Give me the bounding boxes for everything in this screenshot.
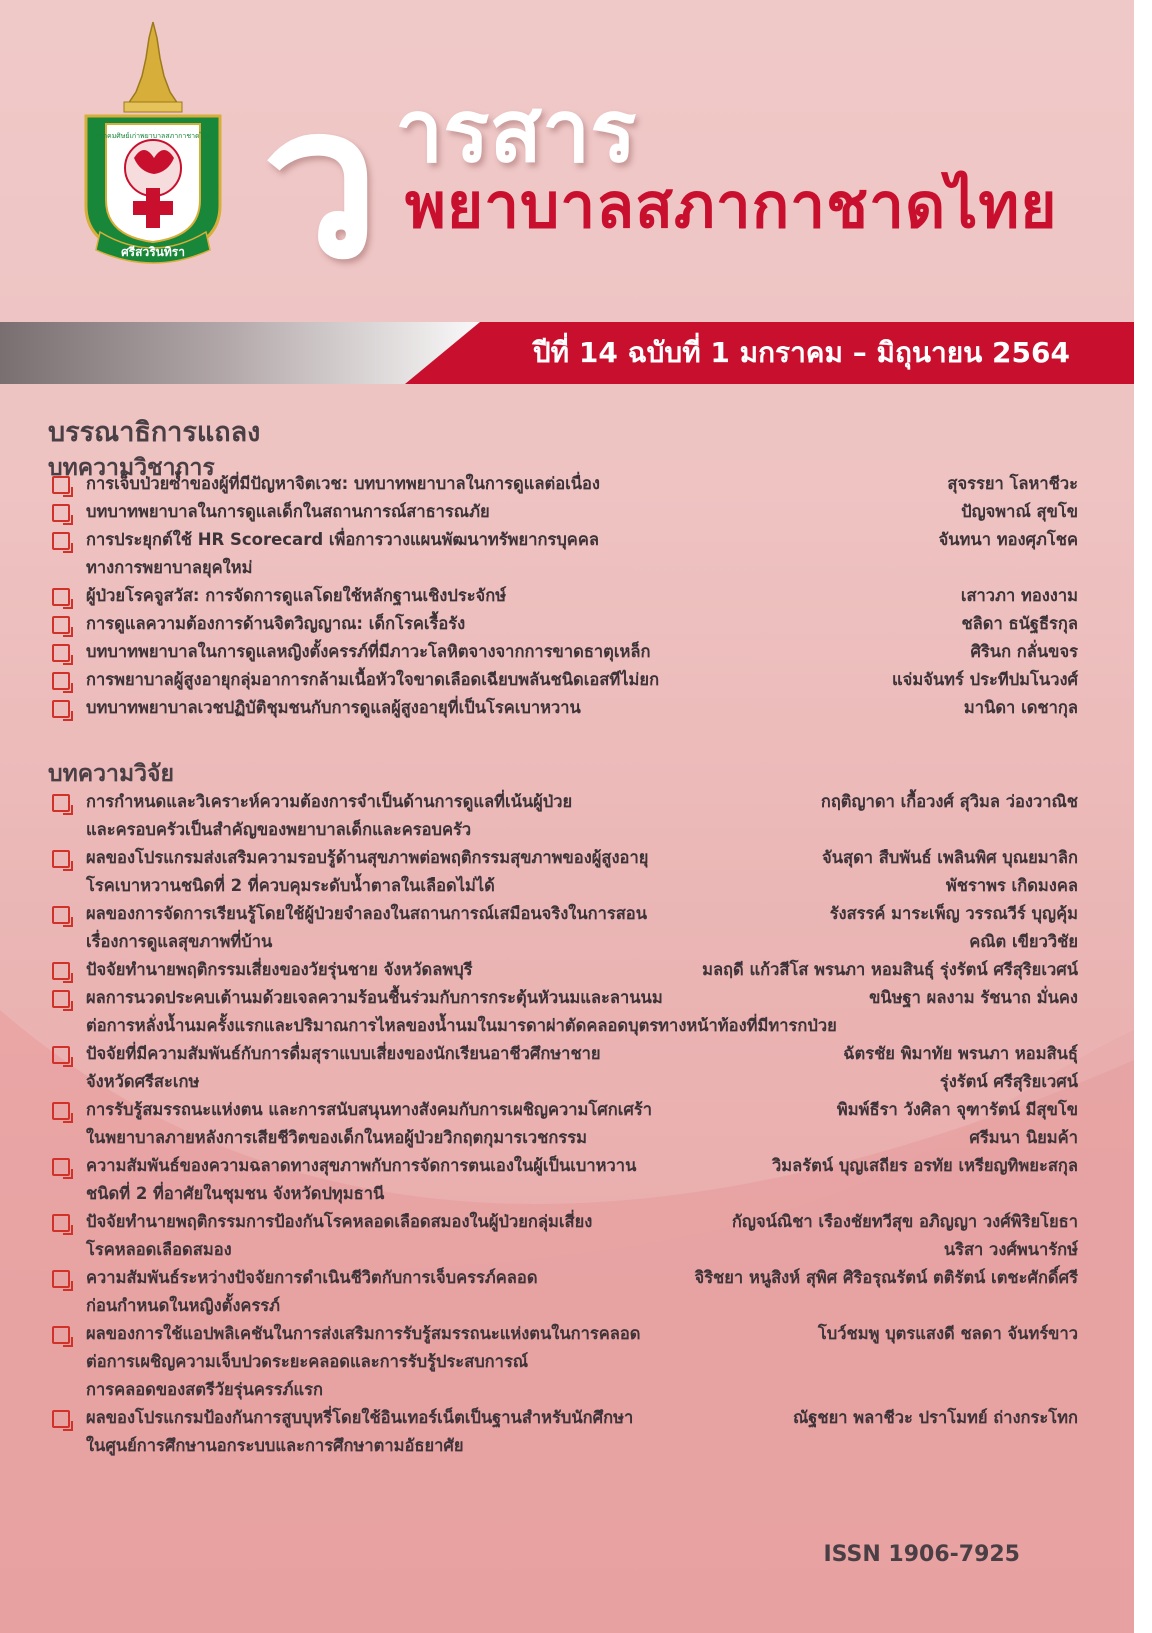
article-authors: รังสรรค์ มาระเพ็ญ วรรณวีร์ บุญคุ้ม <box>829 904 1078 923</box>
checkbox-bullet-icon <box>52 1270 70 1288</box>
article-authors: จันทนา ทองศุภโชค <box>938 530 1078 549</box>
article-authors: พิมพ์ธีรา วังศิลา จุฑารัตน์ มีสุขโข <box>836 1100 1078 1119</box>
red-cross-emblem-logo <box>78 18 228 268</box>
title-big-letter: ว <box>262 60 380 305</box>
article-title-line3: การคลอดของสตรีวัยรุ่นครรภ์แรก <box>86 1380 323 1399</box>
checkbox-bullet-icon <box>52 700 70 718</box>
checkbox-bullet-icon <box>52 532 70 550</box>
article-authors: ชลิดา ธนัฐธีรกุล <box>961 614 1078 633</box>
article-title-line2: และครอบครัวเป็นสำคัญของพยาบาลเด็กและครอบครัว <box>86 820 472 839</box>
article-title: ปัจจัยทำนายพฤติกรรมเสี่ยงของวัยรุ่นชาย จังหวัดลพบุรี <box>86 960 473 979</box>
article-title: ผลการนวดประคบเต้านมด้วยเจลความร้อนชื้นร่วมกับการกระตุ้นหัวนมและลานนม <box>86 988 663 1007</box>
article-title: ผลของโปรแกรมป้องกันการสูบบุหรี่โดยใช้อินเทอร์เน็ตเป็นฐานสำหรับนักศึกษา <box>86 1408 634 1427</box>
article-title: ปัจจัยทำนายพฤติกรรมการป้องกันโรคหลอดเลือดสมองในผู้ป่วยกลุ่มเสี่ยง <box>86 1212 593 1231</box>
article-title-line2: โรคหลอดเลือดสมอง <box>86 1240 232 1259</box>
article-authors-line2: คณิต เขียววิชัย <box>969 932 1078 951</box>
article-authors: กัญจน์ณิชา เรืองชัยทวีสุข อภิญญา วงศ์พิริยโยธา <box>731 1212 1078 1231</box>
article-authors: วิมลรัตน์ บุญเสถียร อรทัย เหรียญทิพยะสกุล <box>772 1156 1078 1175</box>
checkbox-bullet-icon <box>52 672 70 690</box>
checkbox-bullet-icon <box>52 850 70 868</box>
article-authors: สุจรรยา โลหาชีวะ <box>947 474 1078 493</box>
article-title: บทบาทพยาบาลเวชปฏิบัติชุมชนกับการดูแลผู้สูงอายุที่เป็นโรคเบาหวาน <box>86 698 581 717</box>
article-title-line2: ในพยาบาลภายหลังการเสียชีวิตของเด็กในหอผู้ป่วยวิกฤตกุมารเวชกรรม <box>86 1128 587 1147</box>
article-title-line2: ต่อการหลั่งน้ำนมครั้งแรกและปริมาณการไหลของน้ำนมในมารดาผ่าตัดคลอดบุตรทางหน้าท้องที่มีทารกป่วย <box>86 1016 837 1035</box>
journal-name: พยาบาลสภากาชาดไทย <box>405 169 1058 242</box>
checkbox-bullet-icon <box>52 990 70 1008</box>
checkbox-bullet-icon <box>52 794 70 812</box>
issue-info: ปีที่ 14 ฉบับที่ 1 มกราคม – มิถุนายน 2564 <box>532 336 1070 369</box>
article-title: ผลของโปรแกรมส่งเสริมความรอบรู้ด้านสุขภาพต่อพฤติกรรมสุขภาพของผู้สูงอายุ <box>86 848 649 867</box>
article-authors: จิริชยา หนูสิงห์ สุพิศ ศิริอรุณรัตน์ ตติรัตน์ เตชะศักดิ์ศรี <box>694 1268 1078 1287</box>
checkbox-bullet-icon <box>52 1046 70 1064</box>
article-authors: ฉัตรชัย พิมาทัย พรนภา หอมสินธุ์ <box>843 1044 1078 1063</box>
article-authors: เสาวภา ทองงาม <box>960 586 1078 605</box>
article-title: บทบาทพยาบาลในการดูแลเด็กในสถานการณ์สาธารณภัย <box>86 502 490 521</box>
article-title-line2: ก่อนกำหนดในหญิงตั้งครรภ์ <box>86 1296 281 1315</box>
article-title-line2: ทางการพยาบาลยุคใหม่ <box>86 558 253 577</box>
article-authors: ศิรินก กลั่นขจร <box>970 642 1078 661</box>
article-title-line2: จังหวัดศรีสะเกษ <box>86 1072 200 1091</box>
checkbox-bullet-icon <box>52 1326 70 1344</box>
article-authors: มานิดา เดชากุล <box>963 698 1078 717</box>
article-authors-line2: พัชราพร เกิดมงคล <box>945 876 1078 895</box>
article-title: ผลของการจัดการเรียนรู้โดยใช้ผู้ป่วยจำลองในสถานการณ์เสมือนจริงในการสอน <box>86 904 647 923</box>
checkbox-bullet-icon <box>52 644 70 662</box>
checkbox-bullet-icon <box>52 1102 70 1120</box>
issn-number: ISSN 1906-7925 <box>823 1542 1020 1567</box>
article-authors: แจ่มจันทร์ ประทีปมโนวงศ์ <box>892 670 1078 689</box>
article-title-line2: ในศูนย์การศึกษานอกระบบและการศึกษาตามอัธยาศัย <box>86 1436 464 1455</box>
article-title: ปัจจัยที่มีความสัมพันธ์กับการดื่มสุราแบบเสี่ยงของนักเรียนอาชีวศึกษาชาย <box>86 1044 601 1063</box>
checkbox-bullet-icon <box>52 1410 70 1428</box>
article-authors: ณัฐชยา พลาชีวะ ปราโมทย์ ถ่างกระโทก <box>793 1408 1078 1427</box>
article-title: บทบาทพยาบาลในการดูแลหญิงตั้งครรภ์ที่มีภาวะโลหิตจางจากการขาดธาตุเหล็ก <box>86 642 651 661</box>
checkbox-bullet-icon <box>52 504 70 522</box>
title-top-word: ารสาร <box>395 82 637 182</box>
article-authors: กฤติญาดา เกื้อวงศ์ สุวิมล ว่องวาณิช <box>820 792 1078 811</box>
article-authors: มลฤดี แก้วสีโส พรนภา หอมสินธุ์ รุ่งรัตน์ ศรีสุริยเวศน์ <box>702 960 1078 979</box>
article-title: ผลของการใช้แอปพลิเคชันในการส่งเสริมการรับรู้สมรรถนะแห่งตนในการคลอด <box>86 1324 641 1343</box>
article-title-line2: เรื่องการดูแลสุขภาพที่บ้าน <box>86 932 273 951</box>
article-title: การกำหนดและวิเคราะห์ความต้องการจำเป็นด้านการดูแลที่เน้นผู้ป่วย <box>86 792 573 811</box>
research-articles-heading: บทความวิจัย <box>48 761 175 787</box>
article-title: การรับรู้สมรรถนะแห่งตน และการสนับสนุนทางสังคมกับการเผชิญความโศกเศร้า <box>86 1100 653 1119</box>
article-title: ความสัมพันธ์ของความฉลาดทางสุขภาพกับการจัดการตนเองในผู้เป็นเบาหวาน <box>86 1156 637 1175</box>
article-authors: ปัญจพาณ์ สุขโข <box>961 502 1078 521</box>
article-authors: โบว์ชมพู บุตรแสงดี ชลดา จันทร์ขาว <box>817 1324 1078 1343</box>
academic-articles-heading: บทความวิชาการ <box>48 455 215 481</box>
article-title: ความสัมพันธ์ระหว่างปัจจัยการดำเนินชีวิตกับการเจ็บครรภ์คลอด <box>86 1268 538 1287</box>
checkbox-bullet-icon <box>52 1158 70 1176</box>
checkbox-bullet-icon <box>52 906 70 924</box>
article-authors-line2: รุ่งรัตน์ ศรีสุริยเวศน์ <box>939 1072 1078 1091</box>
article-title: การพยาบาลผู้สูงอายุกลุ่มอาการกล้ามเนื้อหัวใจขาดเลือดเฉียบพลันชนิดเอสทีไม่ยก <box>86 670 660 689</box>
logo-motto: ศรีสวรินทิรา <box>121 245 185 259</box>
article-title: การประยุกต์ใช้ HR Scorecard เพื่อการวางแผนพัฒนาทรัพยากรบุคคล <box>86 530 599 549</box>
logo-ring-text: สมาคมศิษย์เก่าพยาบาลสภากาชาดไทย <box>94 132 212 140</box>
right-edge-strip <box>1134 0 1152 1633</box>
article-title-line2: ชนิดที่ 2 ที่อาศัยในชุมชน จังหวัดปทุมธานี <box>86 1184 385 1203</box>
article-title: ผู้ป่วยโรคจูสวัส: การจัดการดูแลโดยใช้หลักฐานเชิงประจักษ์ <box>86 586 507 605</box>
article-title-line2: ต่อการเผชิญความเจ็บปวดระยะคลอดและการรับรู้ประสบการณ์ <box>86 1352 529 1371</box>
editorial-heading[interactable]: บรรณาธิการแถลง <box>48 417 261 448</box>
checkbox-bullet-icon <box>52 1214 70 1232</box>
article-authors-line2: นริสา วงศ์พนารักษ์ <box>943 1240 1078 1259</box>
article-authors-line2: ศรีมนา นิยมค้า <box>969 1128 1078 1147</box>
article-authors: จันสุดา สืบพันธ์ เพลินพิศ บุณยมาลิก <box>822 848 1078 867</box>
article-title-line2: โรคเบาหวานชนิดที่ 2 ที่ควบคุมระดับน้ำตาลในเลือดไม่ได้ <box>86 876 495 895</box>
article-title: การเจ็บป่วยซ้ำของผู้ที่มีปัญหาจิตเวช: บทบาทพยาบาลในการดูแลต่อเนื่อง <box>86 474 600 493</box>
checkbox-bullet-icon <box>52 616 70 634</box>
checkbox-bullet-icon <box>52 962 70 980</box>
checkbox-bullet-icon <box>52 476 70 494</box>
checkbox-bullet-icon <box>52 588 70 606</box>
article-title: การดูแลความต้องการด้านจิตวิญญาณ: เด็กโรคเรื้อรัง <box>86 614 466 633</box>
article-authors: ขนิษฐา ผลงาม รัชนาถ มั่นคง <box>869 988 1078 1007</box>
